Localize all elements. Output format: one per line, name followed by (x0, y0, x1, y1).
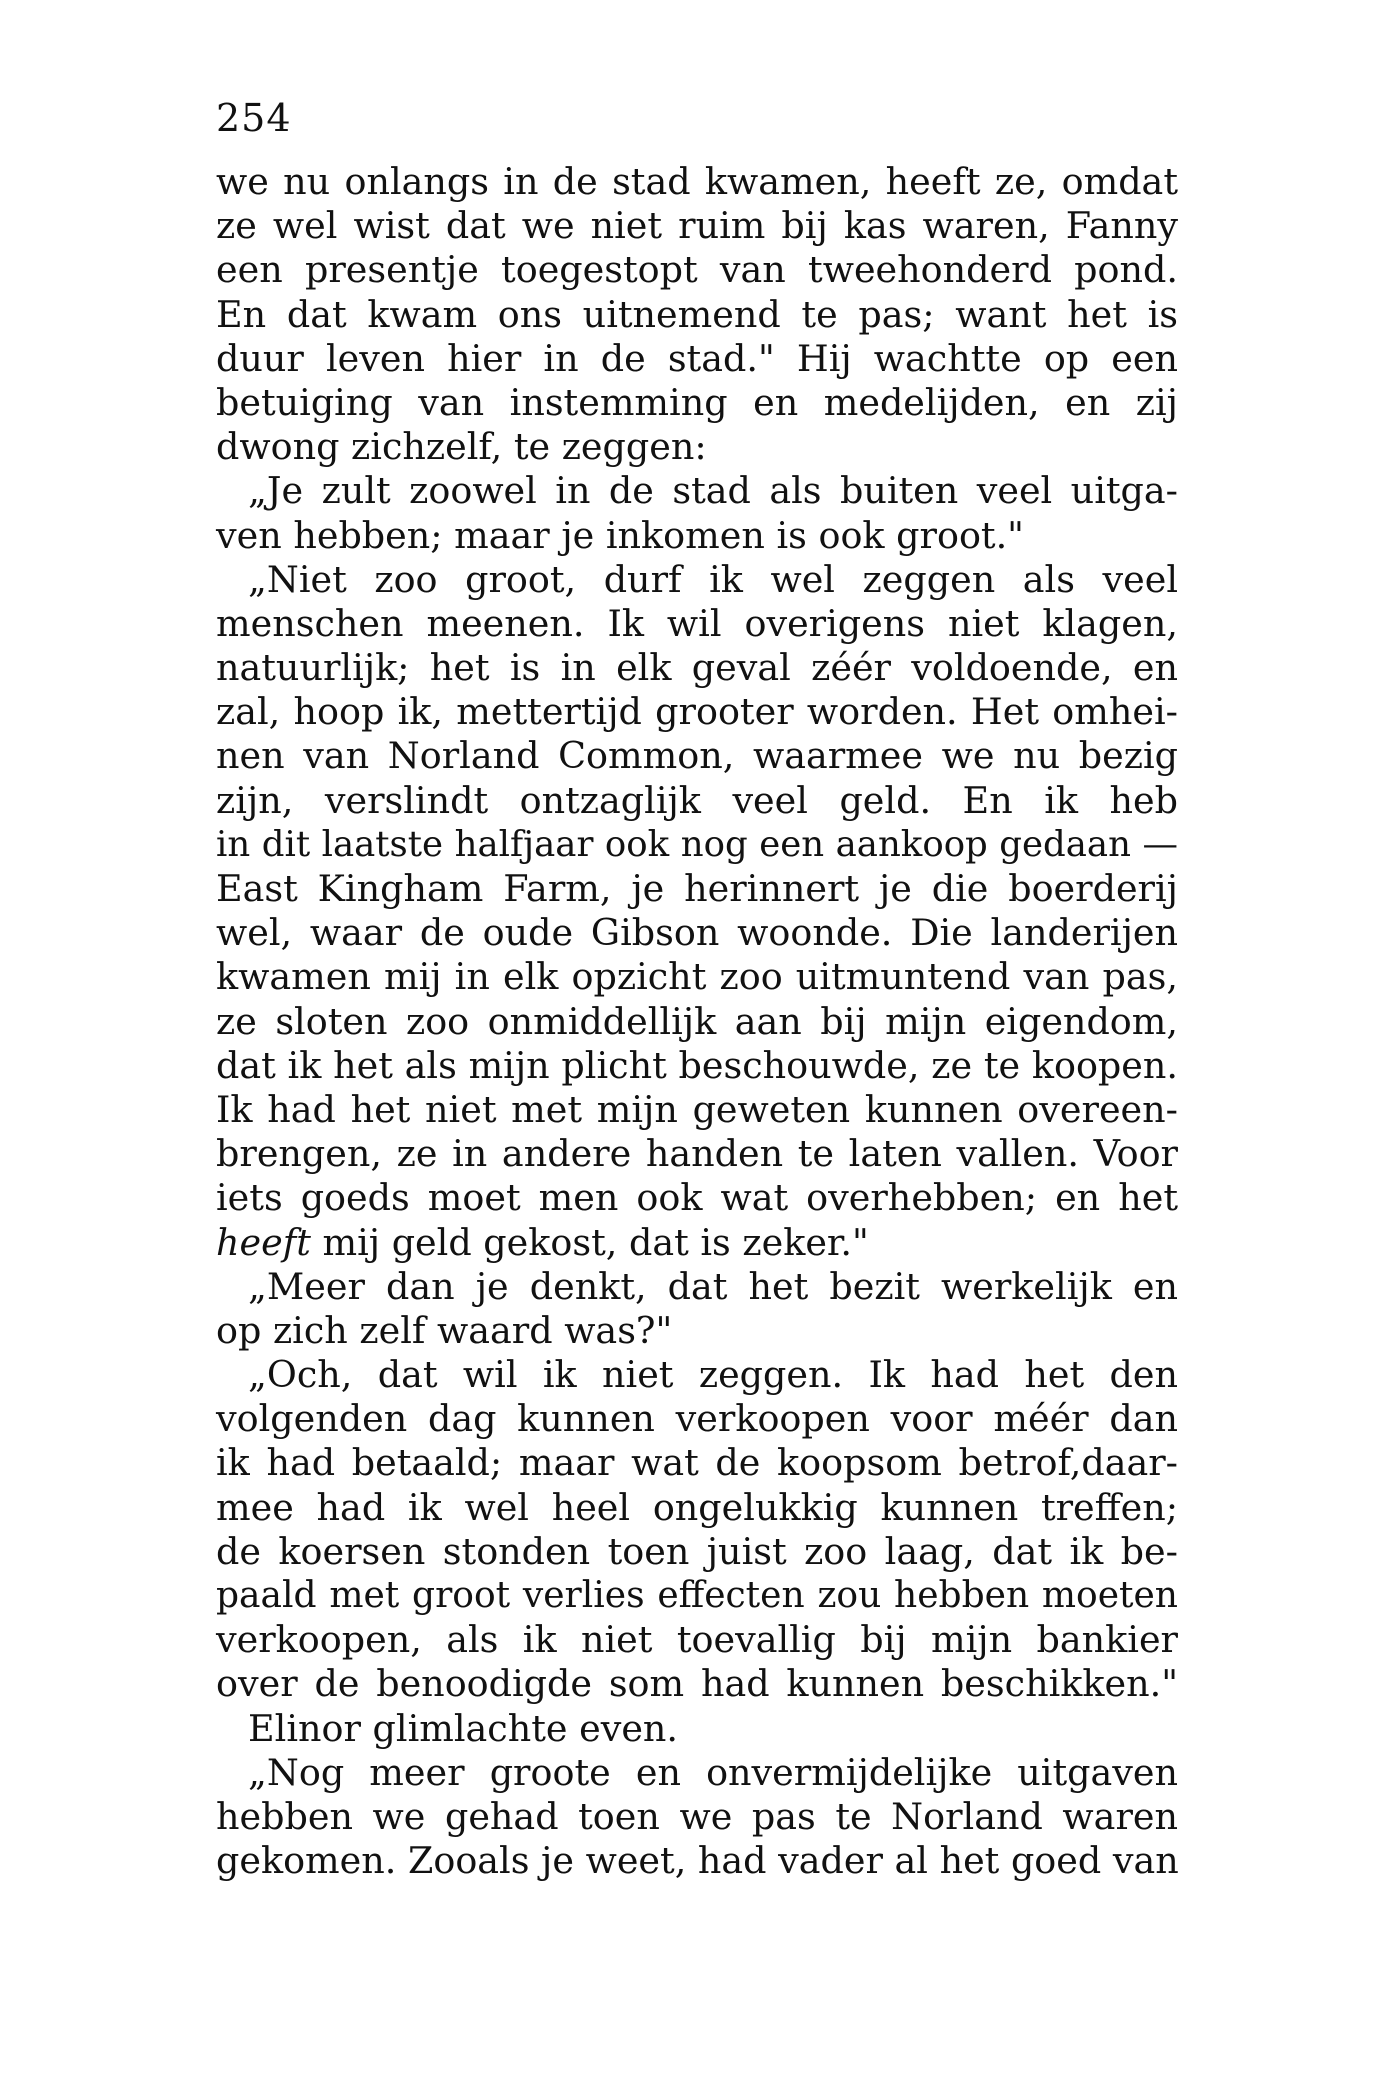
text-line: „Nog meer groote en onvermijdelijke uitgaven (248, 1750, 1178, 1794)
text-line (216, 1221, 1178, 1265)
text-line: zal, hoop ik, mettertijd grooter worden. Het omhei- (216, 690, 1178, 734)
text-line-rest: mij geld gekost, dat is zeker." (310, 1220, 869, 1264)
text-line: Elinor glimlachte even. (248, 1706, 679, 1750)
text-line: ven hebben; maar je inkomen is ook groot." (216, 513, 1024, 557)
text-line: brengen, ze in andere handen te laten vallen. Voor (216, 1132, 1178, 1176)
body-text (216, 160, 1178, 1883)
text-line: East Kingham Farm, je herinnert je die boerderij (216, 867, 1178, 910)
text-line: over de benoodigde som had kunnen beschikken." (216, 1662, 1178, 1706)
text-line: menschen meenen. Ik wil overigens niet klagen, (216, 601, 1178, 645)
text-line: ik had betaald; maar wat de koopsom betrof,daar- (216, 1441, 1178, 1485)
text-line: natuurlijk; het is in elk geval zéér voldoende, en (216, 646, 1178, 690)
text-line: paald met groot verlies effecten zou hebben moeten (216, 1575, 1178, 1616)
text-line: betuiging van instemming en medelijden, en zij (216, 380, 1178, 424)
text-line: dwong zichzelf, te zeggen: (216, 425, 707, 469)
text-line: „Je zult zoowel in de stad als buiten veel uitga- (248, 469, 1178, 513)
text-line-emphasis: heeft (216, 1220, 311, 1264)
text-line: ze sloten zoo onmiddellijk aan bij mijn eigendom, (216, 999, 1178, 1043)
text-line: volgenden dag kunnen verkoopen voor méér dan (216, 1397, 1178, 1441)
text-line: „Och, dat wil ik niet zeggen. Ik had het den (248, 1353, 1178, 1397)
text-line: mee had ik wel heel ongelukkig kunnen treffen; (216, 1485, 1178, 1529)
text-line: wel, waar de oude Gibson woonde. Die landerijen (216, 911, 1178, 955)
text-line: op zich zelf waard was?" (216, 1308, 673, 1352)
text-line: in dit laatste halfjaar ook nog een aankoop gedaan — (216, 823, 1178, 865)
text-line: duur leven hier in de stad." Hij wachtte op een (216, 336, 1178, 380)
text-line: En dat kwam ons uitnemend te pas; want het is (216, 292, 1178, 336)
text-line: de koersen stonden toen juist zoo laag, dat ik be- (216, 1529, 1178, 1573)
text-line: een presentje toegestopt van tweehonderd pond. (216, 248, 1178, 292)
text-line: nen van Norland Common, waarmee we nu bezig (216, 734, 1178, 778)
text-line: zijn, verslindt ontzaglijk veel geld. En ik heb (216, 778, 1178, 822)
text-line: „Meer dan je denkt, dat het bezit werkelijk en (248, 1264, 1178, 1308)
text-line: verkoopen, als ik niet toevallig bij mijn bankier (216, 1618, 1178, 1662)
text-line: ze wel wist dat we niet ruim bij kas waren, Fanny (216, 204, 1178, 248)
text-line: Ik had het niet met mijn geweten kunnen overeen- (216, 1087, 1178, 1131)
text-line: iets goeds moet men ook wat overhebben; en het (216, 1176, 1178, 1220)
page-number: 254 (216, 96, 292, 140)
text-line: hebben we gehad toen we pas te Norland waren (216, 1794, 1178, 1838)
text-line: dat ik het als mijn plicht beschouwde, ze te koopen. (216, 1043, 1178, 1087)
text-line: „Niet zoo groot, durf ik wel zeggen als veel (248, 557, 1178, 601)
text-line: we nu onlangs in de stad kwamen, heeft ze, omdat (216, 160, 1178, 203)
text-line: gekomen. Zooals je weet, had vader al het goed van (216, 1839, 1179, 1883)
text-line: kwamen mij in elk opzicht zoo uitmuntend van pas, (216, 955, 1178, 999)
